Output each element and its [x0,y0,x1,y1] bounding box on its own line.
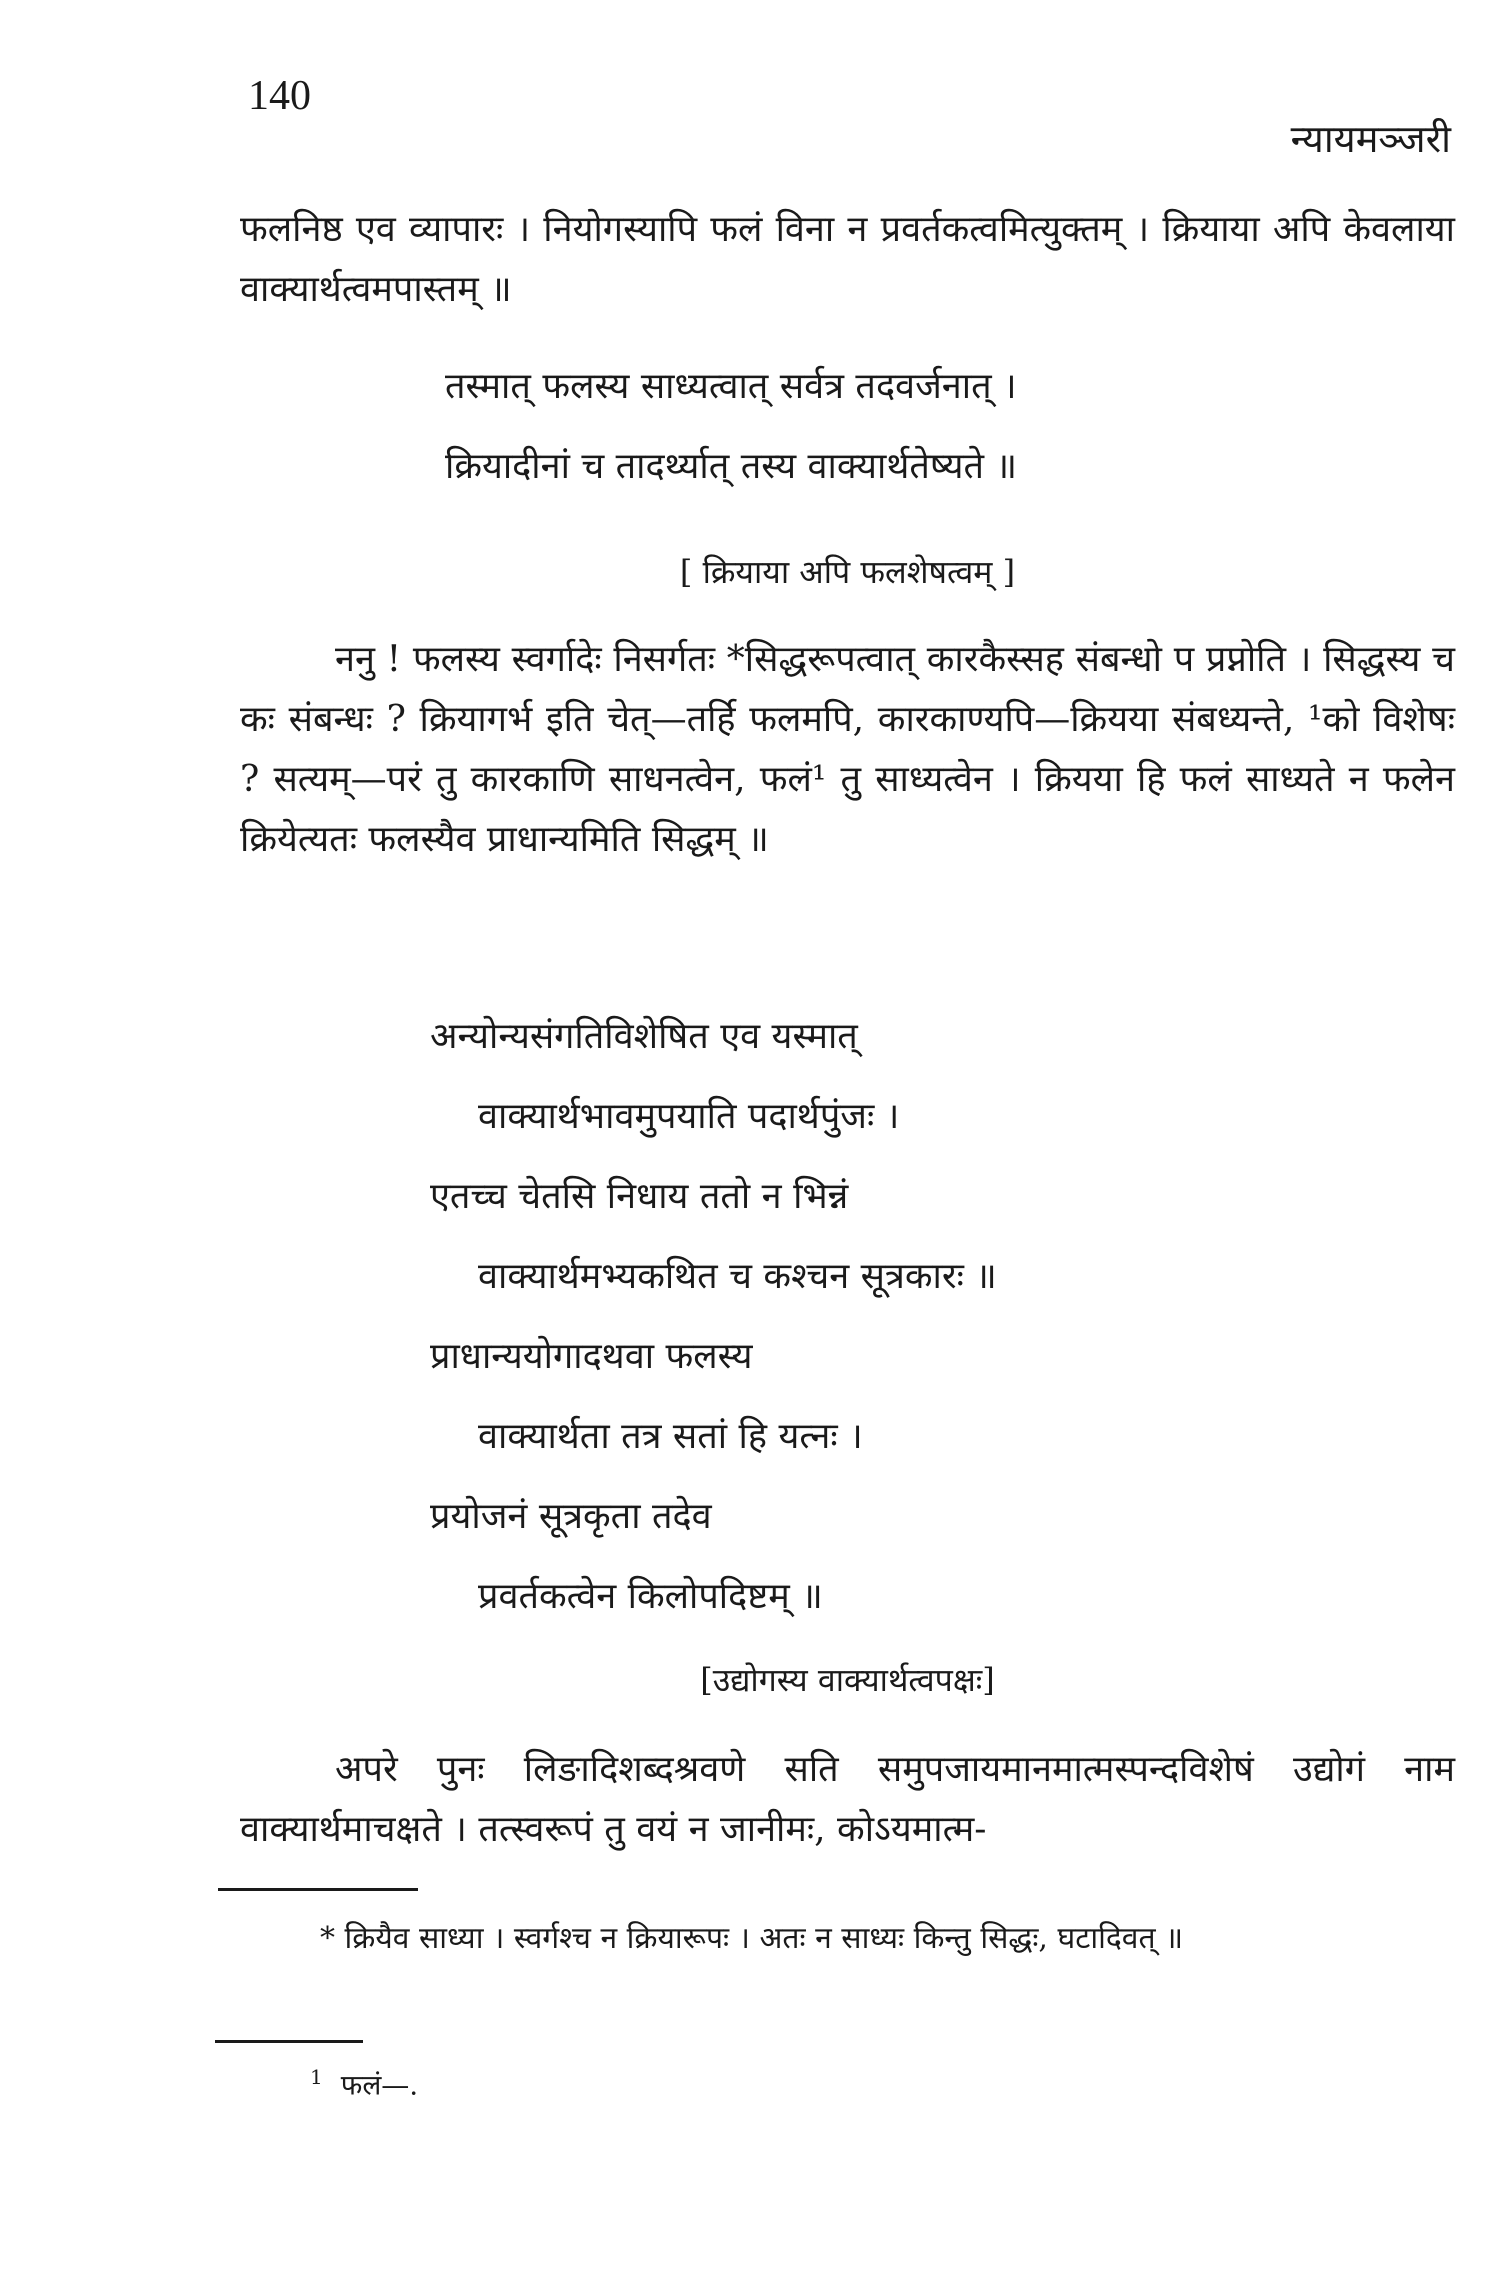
footnote-rule-2 [215,2040,363,2043]
verse-3-line-4: प्रवर्तकत्वेन किलोपदिष्टम् ॥ [478,1576,823,1617]
verse-2-line-1: अन्योन्यसंगतिविशेषित एव यस्मात् [430,1016,858,1057]
paragraph-1: फलनिष्ठ एव व्यापारः । नियोगस्यापि फलं विना न प्रवर्तकत्वमित्युक्तम् । क्रियाया अपि केवलाया वाक्यार्थत्वमपास्तम् ॥ [240,209,1455,310]
footnote-1 [310,2065,418,2103]
verse-3-line-2: वाक्यार्थता तत्र सतां हि यत्नः । [478,1416,863,1457]
verse-2-line-4: वाक्यार्थमभ्यकथित च कश्चन सूत्रकारः ॥ [478,1256,997,1297]
verse-2-line-3: एतच्च चेतसि निधाय ततो न भिन्नं [430,1176,849,1217]
section-heading-1: [ क्रियाया अपि फलशेषत्वम् ] [679,553,1016,591]
running-head: न्यायमञ्जरी [1290,117,1451,161]
footnote-1-text: फलं—. [340,2068,419,2102]
verse-3-line-1: प्राधान्ययोगादथवा फलस्य [430,1336,753,1377]
footnote-1-mark: 1 [310,2065,323,2089]
verse-1-line-1: तस्मात् फलस्य साध्यत्वात् सर्वत्र तदवर्जनात् । [445,366,1017,407]
footnote-star: * क्रियैव साध्या । स्वर्गश्च न क्रियारूपः । अतः न साध्यः किन्तु सिद्धः, घटादिवत् ॥ [320,1921,1184,1956]
page-number: 140 [248,73,311,119]
verse-1-line-2: क्रियादीनां च तादर्थ्यात् तस्य वाक्यार्थतेष्यते ॥ [445,446,1018,487]
footnote-rule-1 [218,1888,418,1891]
paragraph-2: ननु ! फलस्य स्वर्गादेः निसर्गतः *सिद्धरूपत्वात् कारकैस्सह संबन्धो प प्रप्नोति । सिद्धस्य च कः संबन्धः ? क्रियागर्भ इति चेत्—तर्हि फलमपि, कारकाण्यपि—क्रियया संबध्यन्ते, ¹को विशेषः ? सत्यम्—परं तु कारकाणि साधनत्वेन, फलं¹ तु साध्यत्वेन । क्रियया हि फलं साध्यते न फलेन क्रियेत्यतः फलस्यैव प्राधान्यमिति सिद्धम् ॥ [240,639,1455,860]
paragraph-3: अपरे पुनः लिङादिशब्दश्रवणे सति समुपजायमानमात्मस्पन्दविशेषं उद्योगं नाम वाक्यार्थमाचक्षते । तत्स्वरूपं तु वयं न जानीमः, कोऽयमात्म- [240,1749,1455,1850]
verse-2-line-2: वाक्यार्थभावमुपयाति पदार्थपुंजः । [478,1096,900,1137]
verse-3-line-3: प्रयोजनं सूत्रकृता तदेव [430,1496,712,1537]
section-heading-2: [उद्योगस्य वाक्यार्थत्वपक्षः] [700,1661,995,1699]
